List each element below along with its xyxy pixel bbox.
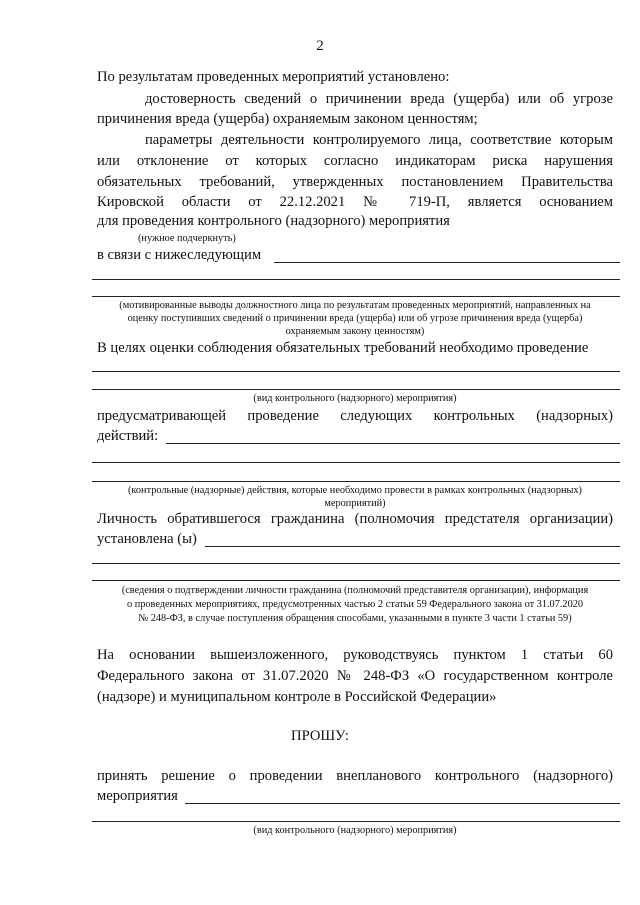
actions-line-2: действий:	[97, 428, 159, 444]
decision-field-line-2[interactable]	[92, 821, 620, 822]
reason-field-line-2[interactable]	[92, 279, 620, 280]
reason-label: в связи с нижеследующим	[97, 247, 262, 263]
decision-line-2: мероприятия	[97, 788, 178, 804]
caption-actions-1: (контрольные (надзорные) действия, которые необходимо провести в рамках контрольных (надзорных)	[128, 485, 582, 496]
parameters-line-2: или отклонение от которых согласно индикаторам риска нарушения	[97, 153, 613, 169]
event-type-line-2[interactable]	[92, 389, 620, 390]
reliability-line-2: причинения вреда (ущерба) охраняемым законом ценностям;	[97, 111, 478, 127]
legal-basis-line-2: Федерального закона от 31.07.2020 № 248-ФЗ «О государственном контроле	[97, 668, 613, 684]
assessment-text: В целях оценки соблюдения обязательных требований необходимо проведение	[97, 340, 589, 356]
parameters-line-4: Кировской области от 22.12.2021 № 719-П, является основанием	[97, 194, 613, 210]
parameters-line-3: обязательных требований, утвержденных постановлением Правительства	[97, 174, 613, 190]
caption-identity-3: № 248-ФЗ, в случае поступления обращения способами, указанными в пункте 3 части 1 статьи 59)	[138, 613, 572, 624]
identity-field-line[interactable]	[205, 546, 620, 547]
actions-field-line-2[interactable]	[92, 462, 620, 463]
parameters-line-5: для проведения контрольного (надзорного) мероприятия	[97, 213, 450, 229]
results-intro: По результатам проведенных мероприятий установлено:	[97, 69, 450, 85]
request-heading: ПРОШУ:	[291, 728, 349, 744]
identity-field-line-3[interactable]	[92, 580, 620, 581]
identity-line-2: установлена (ы)	[97, 531, 197, 547]
identity-field-line-2[interactable]	[92, 563, 620, 564]
caption-conclusions-3: охраняемым закону ценностям)	[285, 326, 425, 337]
legal-basis-line-1: На основании вышеизложенного, руководствуясь пунктом 1 статьи 60	[97, 647, 613, 663]
decision-line-1: принять решение о проведении внепланового контрольного (надзорного)	[97, 768, 613, 784]
event-type-line-1[interactable]	[92, 371, 620, 372]
identity-line-1: Личность обратившегося гражданина (полномочия предстателя организации)	[97, 511, 613, 527]
reliability-line-1: достоверность сведений о причинении вреда (ущерба) или об угрозе	[145, 91, 613, 107]
actions-line-1: предусматривающей проведение следующих контрольных (надзорных)	[97, 408, 613, 424]
parameters-line-1: параметры деятельности контролируемого лица, соответствие которым	[145, 132, 613, 148]
actions-field-line-3[interactable]	[92, 481, 620, 482]
caption-identity-2: о проведенных мероприятиях, предусмотренных частью 2 статьи 59 Федерального закона от 31.07.2020	[126, 599, 584, 610]
caption-conclusions-2: оценку поступивших сведений о причинении вреда (ущерба) или об угрозе причинения вреда (ущерба)	[127, 313, 583, 324]
decision-field-line[interactable]	[185, 803, 620, 804]
actions-field-line[interactable]	[166, 443, 620, 444]
caption-decision: (вид контрольного (надзорного) мероприятия)	[253, 825, 457, 836]
reason-field-line-3[interactable]	[92, 296, 620, 297]
caption-actions-2: мероприятий)	[324, 498, 386, 509]
caption-conclusions-1: (мотивированные выводы должностного лица по результатам проведенных мероприятий, направленных на	[119, 300, 591, 311]
page-number: 2	[316, 38, 324, 54]
caption-identity-1: (сведения о подтверждении личности гражданина (полномочий представителя организации), информация	[121, 585, 589, 596]
reason-field-line[interactable]	[274, 262, 620, 263]
caption-event-type: (вид контрольного (надзорного) мероприятия)	[253, 393, 457, 404]
underline-hint: (нужное подчеркнуть)	[138, 233, 236, 244]
legal-basis-line-3: (надзоре) и муниципальном контроле в Российской Федерации»	[97, 689, 497, 705]
